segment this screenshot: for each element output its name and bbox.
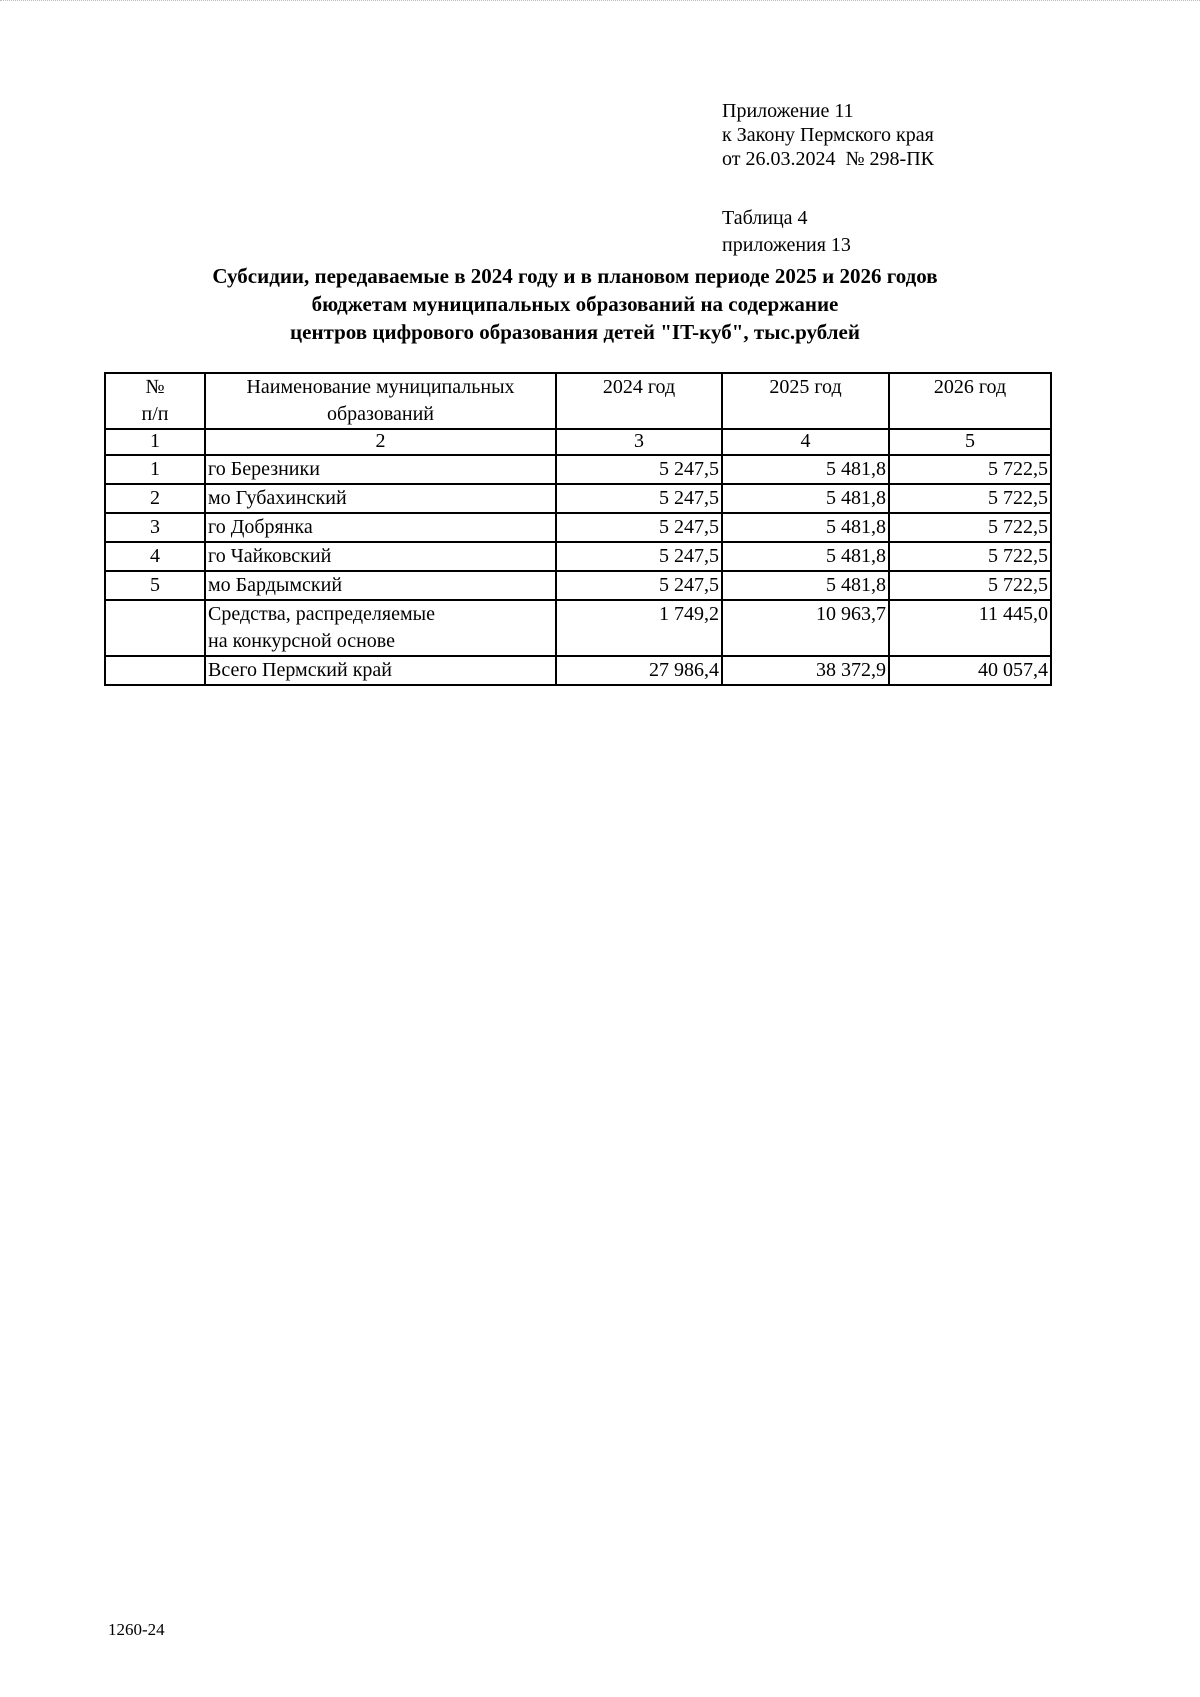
col-number: 2: [205, 429, 556, 455]
row-2026: 11 445,0: [889, 600, 1051, 656]
table-reference: [722, 205, 851, 259]
table-row: [105, 542, 1051, 571]
row-2026: 40 057,4: [889, 656, 1051, 685]
row-num: [105, 656, 205, 685]
table-number: Таблица 4: [722, 207, 808, 229]
table-appendix: приложения 13: [722, 234, 851, 256]
row-2025: 5 481,8: [722, 571, 889, 600]
row-2024: 5 247,5: [556, 542, 722, 571]
table-row: [105, 455, 1051, 484]
row-num: [105, 600, 205, 656]
row-2025: 38 372,9: [722, 656, 889, 685]
table-row: [105, 513, 1051, 542]
table-row: [105, 484, 1051, 513]
row-name: мо Бардымский: [205, 571, 556, 600]
col-number: 5: [889, 429, 1051, 455]
header-2025: 2025 год: [722, 373, 889, 429]
row-name: го Добрянка: [205, 513, 556, 542]
row-num: 4: [105, 542, 205, 571]
row-2024: 5 247,5: [556, 513, 722, 542]
title-line: бюджетам муниципальных образований на содержание: [311, 292, 839, 316]
header-2026: 2026 год: [889, 373, 1051, 429]
header-name: Наименование муниципальных образований: [205, 373, 556, 429]
row-name: го Чайковский: [205, 542, 556, 571]
col-number: 1: [105, 429, 205, 455]
subsidies-table: [104, 372, 1052, 686]
row-2024: 5 247,5: [556, 571, 722, 600]
law-line: к Закону Пермского края: [722, 124, 934, 146]
title-line: центров цифрового образования детей "IT-куб", тыс.рублей: [290, 320, 860, 344]
date-number-line: от 26.03.2024 № 298-ПК: [722, 148, 935, 170]
row-2026: 5 722,5: [889, 455, 1051, 484]
row-2024: 27 986,4: [556, 656, 722, 685]
row-2025: 5 481,8: [722, 542, 889, 571]
row-2025: 5 481,8: [722, 484, 889, 513]
row-2024: 5 247,5: [556, 484, 722, 513]
table-header-row: [105, 373, 1051, 429]
title-line: Субсидии, передаваемые в 2024 году и в плановом периоде 2025 и 2026 годов: [212, 264, 938, 288]
row-2024: 5 247,5: [556, 455, 722, 484]
row-num: 3: [105, 513, 205, 542]
header-2024: 2024 год: [556, 373, 722, 429]
row-num: 2: [105, 484, 205, 513]
row-2026: 5 722,5: [889, 571, 1051, 600]
header-num: № п/п: [105, 373, 205, 429]
row-name: го Березники: [205, 455, 556, 484]
row-2025: 5 481,8: [722, 513, 889, 542]
column-numbers-row: [105, 429, 1051, 455]
row-name: Всего Пермский край: [205, 656, 556, 685]
row-2024: 1 749,2: [556, 600, 722, 656]
appendix-header: [722, 99, 934, 171]
row-name: мо Губахинский: [205, 484, 556, 513]
table-row-competitive: [105, 600, 1051, 656]
appendix-line: Приложение 11: [722, 100, 854, 122]
scan-edge: [0, 0, 1200, 3]
row-2026: 5 722,5: [889, 513, 1051, 542]
row-2026: 5 722,5: [889, 542, 1051, 571]
table-row-total: [105, 656, 1051, 685]
col-number: 4: [722, 429, 889, 455]
row-2026: 5 722,5: [889, 484, 1051, 513]
row-2025: 5 481,8: [722, 455, 889, 484]
row-2025: 10 963,7: [722, 600, 889, 656]
document-title: [100, 262, 1050, 346]
row-name: Средства, распределяемые на конкурсной основе: [205, 600, 556, 656]
document-code: 1260-24: [108, 1620, 165, 1639]
table-row: [105, 571, 1051, 600]
row-num: 1: [105, 455, 205, 484]
col-number: 3: [556, 429, 722, 455]
row-num: 5: [105, 571, 205, 600]
